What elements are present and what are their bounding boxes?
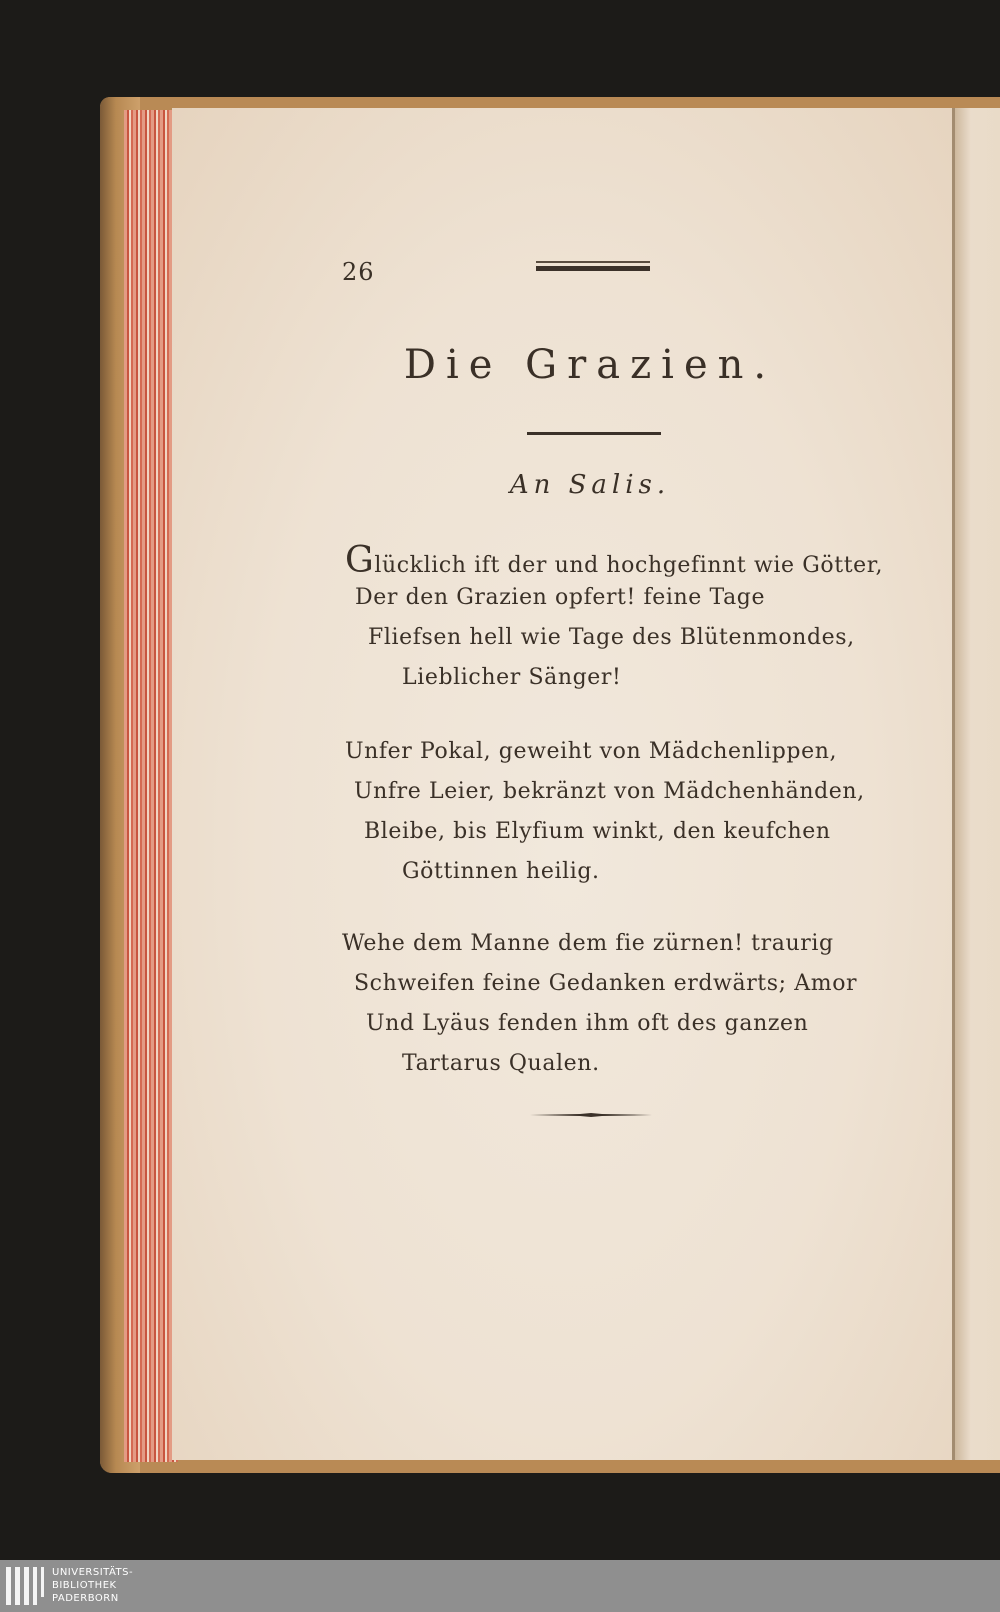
poem-title: Die Grazien. <box>403 342 777 388</box>
library-footer-bar <box>0 1560 1000 1612</box>
poem-line-s1-l4: Lieblicher Sänger! <box>402 665 622 690</box>
poem-line-s1-l3: Fliefsen hell wie Tage des Blütenmondes, <box>368 625 855 650</box>
page-number: 26 <box>342 258 375 286</box>
library-name-line-2: BIBLIOTHEK <box>52 1580 117 1591</box>
library-logo-icon <box>6 1567 46 1605</box>
poem-line-s1-l2: Der den Grazien opfert! feine Tage <box>355 585 766 610</box>
library-name-line-1: UNIVERSITÄTS- <box>52 1567 134 1578</box>
poem-line-s2-l2: Unfre Leier, bekränzt von Mädchenhänden, <box>354 779 865 804</box>
poem-line-s3-l4: Tartarus Qualen. <box>402 1051 600 1076</box>
poem-line-s3-l2: Schweifen feine Gedanken erdwärts; Amor <box>354 971 858 996</box>
end-ornament-rule <box>530 1112 652 1118</box>
first-line-text: lücklich ift der und hochgefinnt wie Götter, <box>374 553 884 578</box>
dedication: An Salis. <box>509 470 671 500</box>
poem-line-s2-l1: Unfer Pokal, geweiht von Mädchenlippen, <box>345 739 838 764</box>
poem-line-s1-l1 <box>345 540 884 581</box>
library-name-line-3: PADERBORN <box>52 1593 119 1604</box>
poem-line-s3-l1: Wehe dem Manne dem fie zürnen! traurig <box>342 931 834 956</box>
header-double-rule <box>536 261 650 273</box>
title-rule <box>527 432 661 435</box>
library-name <box>52 1566 133 1605</box>
poem-line-s3-l3: Und Lyäus fenden ihm oft des ganzen <box>366 1011 809 1036</box>
poem-line-s2-l4: Göttinnen heilig. <box>402 859 600 884</box>
drop-cap: G <box>345 540 375 581</box>
poem-line-s2-l3: Bleibe, bis Elyfium winkt, den keufchen <box>364 819 831 844</box>
